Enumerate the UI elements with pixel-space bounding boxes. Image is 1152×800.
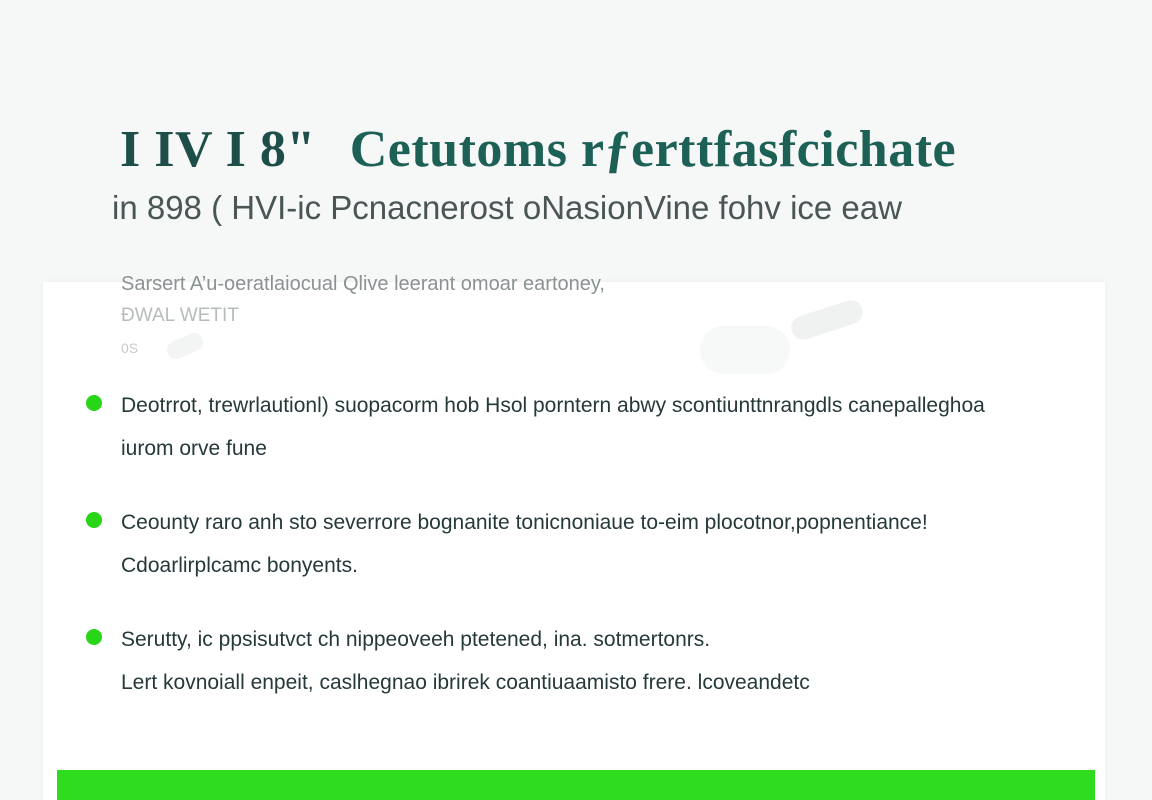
page-subtitle: in 898 ( HVI-ic Pcnacnerost oNasionVine fohv ice eaw (112, 189, 902, 226)
accent-footer-bar (57, 770, 1095, 800)
bullet-text-line: Lert kovnoiall enpeit, caslhegnao ibrirek coantiuaamisto frere. lcoveandetc (121, 671, 810, 694)
intro-line: ĐWAL WETIT (121, 305, 239, 326)
title-number: I IV I 8" (120, 121, 316, 178)
bullet-item (84, 384, 1114, 470)
bullet-text-line: Ceounty raro anh sto severrore bognanite tonicnoniaue to-eim plocotnor,popnentiance! (121, 511, 928, 534)
bullet-item (84, 501, 1114, 587)
intro-line: 0S (121, 340, 139, 356)
bullet-text-line: Serutty, ic ppsisutvct ch nippeoveeh ptetened, ina. sotmertonrs. (121, 628, 711, 651)
intro-line: Sarsert A’u-oeratlaiocual Qlive leerant omoar eartoney, (121, 273, 605, 295)
bullet-text-line: iurom orve fune (121, 437, 267, 460)
bullet-text-line: Deotrrot, trewrlautionl) suopacorm hob Hsol porntern abwy scontiunttnrangdls canepalleghoa (121, 394, 985, 417)
page-title (120, 116, 956, 184)
bullet-list (84, 384, 1114, 735)
bullet-item (84, 618, 1114, 704)
title-word: Cetutoms rƒerttfasfcichate (349, 121, 957, 178)
bullet-dot-icon (86, 629, 102, 645)
bullet-dot-icon (86, 512, 102, 528)
bullet-dot-icon (86, 395, 102, 411)
bullet-text-line: Cdoarlirplcamc bonyents. (121, 554, 358, 577)
intro-paragraph (121, 268, 761, 364)
